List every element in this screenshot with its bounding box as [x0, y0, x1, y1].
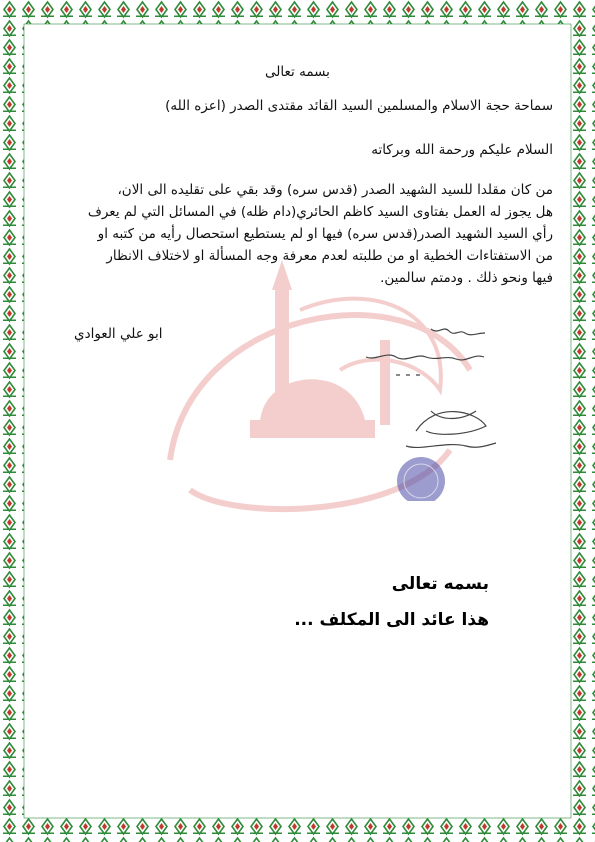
- body-line-5: فيها ونحو ذلك . ودمتم سالمين.: [380, 270, 553, 286]
- letter-page: [26, 26, 569, 816]
- greeting-line: السلام عليكم ورحمة الله وبركاته: [371, 142, 553, 158]
- body-line-2: هل يجوز له العمل بفتاوى السيد كاظم الحائري(دام ظله) في المسائل التي لم يعرف: [87, 204, 553, 220]
- letter-title: بسمه تعالى: [265, 64, 330, 80]
- body-line-3: رأي السيد الشهيد الصدر(قدس سره) فيها او لم يستطيع استحصال رأيه من كتبه او: [97, 226, 553, 242]
- body-line-1: من كان مقلدا للسيد الشهيد الصدر (قدس سره) وقد بقي على تقليده الى الان،: [117, 182, 553, 198]
- addressee-line: سماحة حجة الاسلام والمسلمين السيد القائد مقتدى الصدر (اعزه الله): [165, 98, 553, 114]
- body-line-4: من الاستفتاءات الخطية او من طلبته لعدم معرفة وجه المسألة او لاختلاف الانظار: [106, 248, 553, 264]
- answer-line-1: بسمه تعالى: [391, 574, 489, 594]
- handwritten-reply-signature: [336, 321, 536, 501]
- answer-line-2: هذا عائد الى المكلف ...: [294, 610, 489, 630]
- sender-name: ابو علي العوادي: [74, 326, 163, 342]
